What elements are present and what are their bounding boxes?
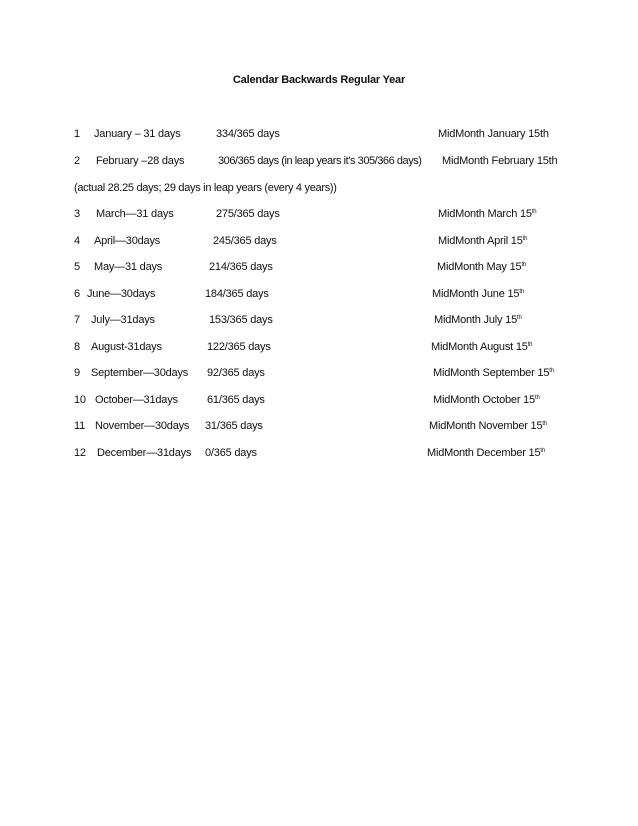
row-number: 12 [74, 447, 86, 459]
midmonth-text: MidMonth February 15th [442, 155, 558, 167]
midmonth-label [433, 394, 540, 406]
ordinal-suffix: th [549, 368, 554, 374]
midmonth-label [442, 155, 557, 167]
row-number: 4 [74, 235, 80, 247]
days-fraction: 214/365 days [209, 261, 273, 273]
month-name: August-31days [91, 341, 162, 353]
month-name: January – 31 days [94, 128, 181, 140]
midmonth-text: MidMonth November 15 [429, 420, 543, 432]
month-name: May—31 days [94, 261, 163, 273]
midmonth-label [427, 447, 545, 459]
row-number: 6 [74, 288, 80, 300]
ordinal-suffix: th [534, 395, 540, 401]
midmonth-text: MidMonth August 15 [431, 341, 528, 353]
midmonth-label [438, 235, 527, 247]
row-number: 9 [74, 367, 80, 379]
midmonth-text: MidMonth June 15 [432, 288, 520, 300]
month-name: November—30days [95, 420, 190, 432]
row-number: 10 [74, 394, 86, 406]
midmonth-label [429, 420, 547, 432]
days-fraction: 245/365 days [213, 235, 277, 247]
days-fraction: 153/365 days [209, 314, 273, 326]
ordinal-suffix: th [531, 209, 537, 215]
month-name: September—30days [91, 367, 189, 379]
row-number: 3 [74, 208, 80, 220]
ordinal-suffix: th [542, 421, 547, 427]
midmonth-label [434, 314, 522, 326]
midmonth-text: MidMonth September 15 [433, 367, 550, 379]
midmonth-label [432, 288, 524, 300]
days-fraction: 275/365 days [216, 208, 280, 220]
month-name: October—31days [95, 394, 178, 406]
midmonth-text: MidMonth July 15 [434, 314, 518, 326]
row-number: 5 [74, 261, 80, 273]
days-fraction: 92/365 days [207, 367, 265, 379]
row-number: 1 [74, 128, 80, 140]
midmonth-label [431, 341, 532, 353]
ordinal-suffix: th [522, 236, 528, 242]
midmonth-text: MidMonth October 15 [433, 394, 535, 406]
days-fraction: 0/365 days [205, 447, 257, 459]
days-fraction: 31/365 days [205, 420, 263, 432]
ordinal-suffix: th [521, 262, 527, 268]
month-name: June—30days [87, 288, 156, 300]
ordinal-suffix: th [540, 448, 545, 454]
ordinal-suffix: th [527, 342, 533, 348]
month-name: March—31 days [96, 208, 174, 220]
ordinal-suffix: th [517, 315, 522, 321]
month-name: July—31days [91, 314, 155, 326]
row-number: 2 [74, 155, 80, 167]
month-name: December—31days [97, 447, 192, 459]
midmonth-text: MidMonth April 15 [438, 235, 523, 247]
month-name: February –28 days [96, 155, 185, 167]
ordinal-suffix: th [519, 289, 524, 295]
row-number: 7 [74, 314, 80, 326]
midmonth-text: MidMonth January 15th [438, 128, 549, 140]
document-title: Calendar Backwards Regular Year [232, 74, 406, 86]
days-fraction: 184/365 days [205, 288, 269, 300]
midmonth-text: MidMonth December 15 [427, 447, 541, 459]
midmonth-text: MidMonth March 15 [438, 208, 532, 220]
days-fraction: 334/365 days [216, 128, 280, 140]
days-fraction: 61/365 days [207, 394, 265, 406]
days-fraction: 306/365 days (in leap years it’s 305/366 days) [218, 155, 422, 167]
midmonth-text: MidMonth May 15 [437, 261, 522, 273]
row-number: 11 [74, 420, 86, 432]
midmonth-label [438, 128, 549, 140]
leap-year-note: (actual 28.25 days; 29 days in leap years (every 4 years)) [74, 182, 337, 194]
row-number: 8 [74, 341, 80, 353]
midmonth-label [437, 261, 526, 273]
month-name: April—30days [94, 235, 161, 247]
midmonth-label [433, 367, 554, 379]
midmonth-label [438, 208, 536, 220]
days-fraction: 122/365 days [207, 341, 271, 353]
